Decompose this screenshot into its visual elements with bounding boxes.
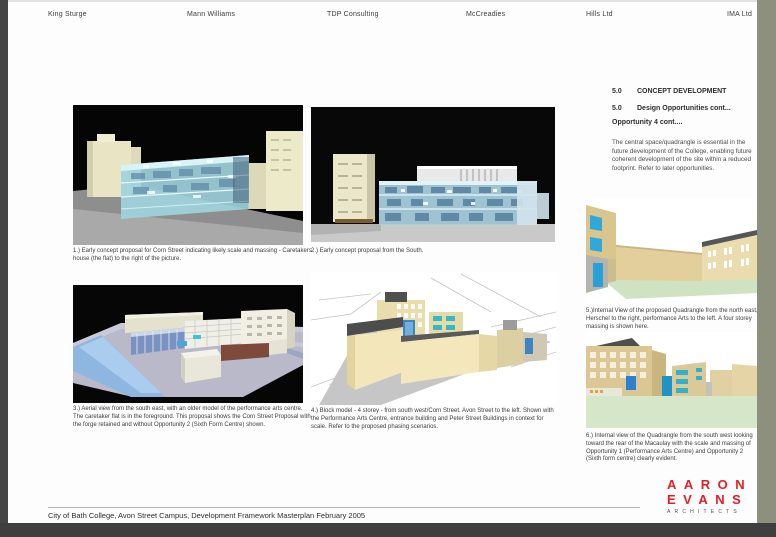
concept-render-south bbox=[311, 107, 555, 242]
logo-line-2: EVANS bbox=[667, 492, 749, 507]
figure-6-render bbox=[586, 332, 757, 428]
consultant-name: Mann Williams bbox=[187, 11, 236, 18]
footer-rule bbox=[48, 507, 640, 508]
document-page bbox=[8, 0, 757, 523]
block-model-render bbox=[311, 272, 556, 405]
document-title: City of Bath College, Avon Street Campus, Development Framework Masterplan February 2005 bbox=[48, 511, 366, 520]
section-title: CONCEPT DEVELOPMENT bbox=[637, 88, 727, 95]
figure-4-caption: 4.) Block model - 4 storey - from south west/Corn Street. Avon Street to the left. Shown with the Performance Arts Centre, entrance building and Peter Street Buildings in context for scale. Refer to the proposed phasing scenarios. bbox=[311, 408, 554, 430]
quadrangle-sw-render bbox=[586, 332, 757, 428]
aaron-evans-logo bbox=[667, 477, 753, 515]
concept-render-corn-street bbox=[73, 105, 303, 245]
consultant-name: TDP Consulting bbox=[327, 11, 379, 18]
figure-6-caption: 6.) Internal view of the Quadrangle from the south west looking toward the rear of the Macaulay with the scale and massing of Opportunity 1 (Performance Arts Centre) and Opportunity 2 (Sixth form centre) clearly evident. bbox=[586, 433, 753, 463]
logo-line-3: ARCHITECTS bbox=[667, 509, 741, 515]
figure-3-caption: 3.) Aerial view from the south east, with an older model of the performance arts centre. The caretaker flat is in the foreground. This proposal shows the Corn Street Proposal with the forge retained and without Opportunity 2 (Sixth Form Centre) shown. bbox=[73, 406, 311, 428]
consultant-name: IMA Ltd bbox=[727, 11, 753, 18]
consultant-name: McCreadies bbox=[466, 11, 506, 18]
figure-1-render bbox=[73, 105, 303, 245]
figure-2-caption: 2.) Early concept proposal from the South. bbox=[311, 248, 424, 254]
figure-5-render bbox=[586, 199, 757, 305]
section-number: 5.0 bbox=[612, 88, 622, 95]
sidebar-body-text: The central space/quadrangle is essential in the future development of the College, enabling future coherent development of the site within a reduced footprint. Refer to later opportunities. bbox=[612, 139, 752, 172]
aerial-render-south-east bbox=[73, 285, 303, 403]
figure-2-render bbox=[311, 107, 555, 242]
quadrangle-ne-render bbox=[586, 199, 757, 305]
figure-3-render bbox=[73, 285, 303, 403]
figure-4-render bbox=[311, 272, 556, 405]
consultant-name: Hills Ltd bbox=[586, 11, 613, 18]
subsection-title: Design Opportunities cont... bbox=[637, 105, 731, 112]
scan-edge-bottom bbox=[0, 523, 776, 537]
figure-5-caption: 5.)Internal View of the proposed Quadrangle from the north east, Herschel to the right, performance Arts to the left. A four storey massing is shown here. bbox=[586, 308, 758, 330]
logo-line-1: AARON bbox=[667, 477, 753, 492]
subsection-number: 5.0 bbox=[612, 105, 622, 112]
consultant-name: King Sturge bbox=[48, 11, 87, 18]
figure-1-caption: 1.) Early concept proposal for Corn Street indicating likely scale and massing - Caretakers house (the flat) to the right of the picture. bbox=[73, 248, 312, 262]
opportunity-heading: Opportunity 4 cont.... bbox=[612, 119, 683, 126]
